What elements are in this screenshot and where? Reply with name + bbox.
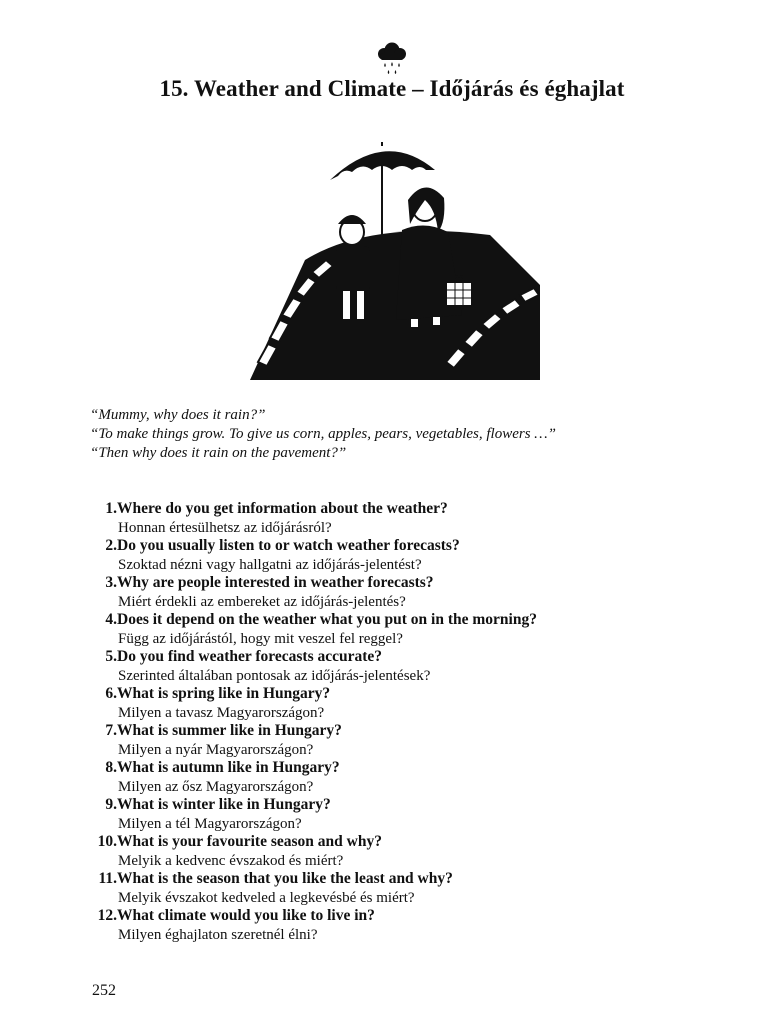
question-item: [90, 833, 690, 870]
question-hungarian: Melyik a kedvenc évszakod és miért?: [118, 852, 344, 869]
question-hungarian: Milyen a tavasz Magyarországon?: [118, 704, 325, 721]
question-number: 1.: [105, 500, 117, 517]
rain-cloud-icon: [372, 40, 412, 80]
question-english: What climate would you like to live in?: [117, 907, 375, 924]
question-english: What is winter like in Hungary?: [117, 796, 331, 813]
question-english: Does it depend on the weather what you put on in the morning?: [117, 611, 537, 628]
question-hungarian: Milyen a nyár Magyarországon?: [118, 741, 314, 758]
question-item: [90, 759, 690, 796]
quote-line: “To make things grow. To give us corn, apples, pears, vegetables, flowers …”: [90, 426, 556, 442]
question-item: [90, 907, 690, 944]
question-item: [90, 611, 690, 648]
question-number: 10.: [97, 833, 117, 850]
question-english: Why are people interested in weather forecasts?: [117, 574, 434, 591]
question-number: 11.: [98, 870, 117, 887]
page-title: 15. Weather and Climate – Időjárás és éghajlat: [159, 76, 625, 101]
question-list: [90, 500, 690, 944]
question-item: [90, 796, 690, 833]
question-item: [90, 870, 690, 907]
question-english: What is spring like in Hungary?: [117, 685, 331, 702]
question-hungarian: Milyen éghajlaton szeretnél élni?: [118, 926, 318, 943]
question-item: [90, 685, 690, 722]
question-hungarian: Milyen az ősz Magyarországon?: [118, 778, 314, 795]
question-english: What is summer like in Hungary?: [117, 722, 342, 739]
question-english: What is the season that you like the least and why?: [117, 870, 453, 887]
question-hungarian: Honnan értesülhetsz az időjárásról?: [118, 519, 332, 536]
question-hungarian: Szerinted általában pontosak az időjárás-jelentések?: [118, 667, 431, 684]
question-number: 2.: [105, 537, 117, 554]
question-item: [90, 722, 690, 759]
question-english: What is autumn like in Hungary?: [117, 759, 340, 776]
question-number: 12.: [97, 907, 117, 924]
dialogue-quote: [90, 406, 690, 463]
question-english: What is your favourite season and why?: [117, 833, 382, 850]
question-hungarian: Miért érdekli az embereket az időjárás-jelentés?: [118, 593, 406, 610]
question-number: 3.: [105, 574, 117, 591]
question-english: Where do you get information about the weather?: [117, 500, 448, 517]
question-item: [90, 648, 690, 685]
question-item: [90, 500, 690, 537]
question-number: 5.: [105, 648, 117, 665]
quote-line: “Then why does it rain on the pavement?”: [90, 445, 347, 461]
question-hungarian: Szoktad nézni vagy hallgatni az időjárás-jelentést?: [118, 556, 422, 573]
question-hungarian: Függ az időjárástól, hogy mit veszel fel reggel?: [118, 630, 403, 647]
question-english: Do you usually listen to or watch weather forecasts?: [117, 537, 460, 554]
question-hungarian: Melyik évszakot kedveled a legkevésbé és miért?: [118, 889, 415, 906]
question-number: 7.: [105, 722, 117, 739]
question-number: 9.: [105, 796, 117, 813]
question-number: 4.: [105, 611, 117, 628]
quote-line: “Mummy, why does it rain?”: [90, 407, 266, 423]
page-number: 252: [92, 982, 116, 999]
question-item: [90, 574, 690, 611]
question-english: Do you find weather forecasts accurate?: [117, 648, 383, 665]
umbrella-mother-child-illustration: [250, 140, 540, 390]
question-number: 6.: [105, 685, 117, 702]
question-item: [90, 537, 690, 574]
question-number: 8.: [105, 759, 117, 776]
question-hungarian: Milyen a tél Magyarországon?: [118, 815, 302, 832]
